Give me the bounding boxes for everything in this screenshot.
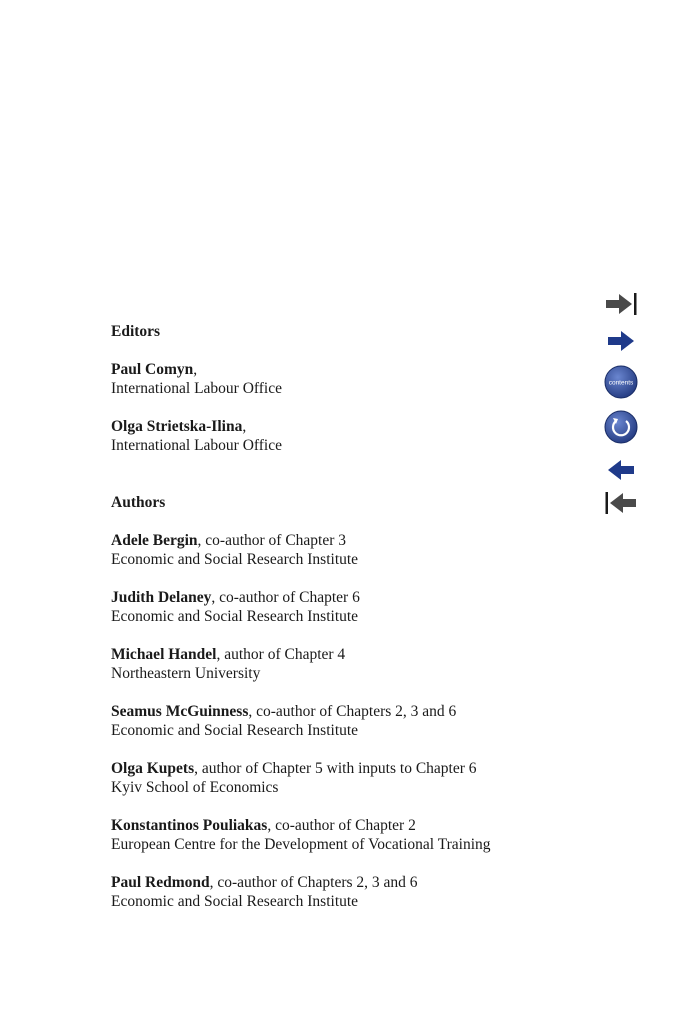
author-name: Konstantinos Pouliakas [111, 817, 268, 834]
author-name: Olga Kupets [111, 760, 195, 777]
page-content [111, 322, 581, 930]
next-page-icon [603, 328, 639, 354]
author-entry [111, 873, 581, 911]
author-role: , author of Chapter 4 [216, 646, 346, 663]
author-affiliation: Economic and Social Research Institute [111, 608, 359, 625]
author-role: , co-author of Chapter 3 [197, 532, 347, 549]
authors-section [111, 493, 581, 911]
author-name: Adele Bergin [111, 532, 198, 549]
author-entry [111, 588, 581, 626]
editor-entry [111, 360, 581, 398]
author-entry [111, 531, 581, 569]
author-affiliation: Economic and Social Research Institute [111, 722, 359, 739]
author-entry [111, 702, 581, 740]
contents-icon [603, 364, 639, 400]
contents-button[interactable] [600, 364, 642, 400]
back-button[interactable] [600, 409, 642, 445]
last-page-button[interactable] [600, 286, 642, 322]
author-entry [111, 645, 581, 683]
next-page-button[interactable] [600, 323, 642, 359]
authors-heading: Authors [111, 494, 166, 511]
editor-affiliation: International Labour Office [111, 437, 282, 454]
author-name: Judith Delaney [111, 589, 212, 606]
editor-role: , [193, 361, 198, 378]
editor-name: Olga Strietska-Ilina [111, 418, 243, 435]
first-page-button[interactable] [600, 485, 642, 521]
editor-role: , [242, 418, 247, 435]
contents-label: contents [608, 379, 634, 387]
author-role: , author of Chapter 5 with inputs to Chapter 6 [194, 760, 477, 777]
editors-section [111, 322, 581, 455]
author-role: , co-author of Chapters 2, 3 and 6 [248, 703, 457, 720]
back-refresh-icon [603, 409, 639, 445]
previous-page-icon [603, 457, 639, 483]
author-affiliation: Economic and Social Research Institute [111, 893, 359, 910]
author-affiliation: Northeastern University [111, 665, 261, 682]
author-name: Paul Redmond [111, 874, 210, 891]
author-role: , co-author of Chapter 2 [267, 817, 416, 834]
editors-heading: Editors [111, 323, 161, 340]
author-entry [111, 759, 581, 797]
author-name: Michael Handel [111, 646, 217, 663]
editor-affiliation: International Labour Office [111, 380, 282, 397]
author-affiliation: European Centre for the Development of Vocational Training [111, 836, 491, 853]
author-role: , co-author of Chapters 2, 3 and 6 [209, 874, 418, 891]
author-name: Seamus McGuinness [111, 703, 249, 720]
previous-page-button[interactable] [600, 452, 642, 488]
author-affiliation: Economic and Social Research Institute [111, 551, 359, 568]
first-page-icon [603, 490, 639, 516]
editor-entry [111, 417, 581, 455]
editor-name: Paul Comyn [111, 361, 194, 378]
author-entry [111, 816, 581, 854]
last-page-icon [603, 291, 639, 317]
author-affiliation: Kyiv School of Economics [111, 779, 279, 796]
author-role: , co-author of Chapter 6 [211, 589, 360, 606]
